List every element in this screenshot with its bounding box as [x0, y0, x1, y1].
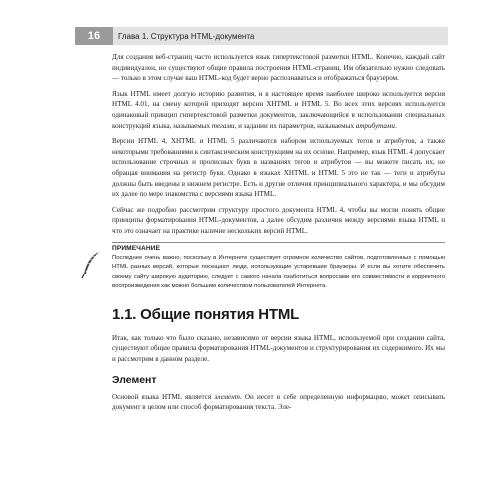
paragraph-intro: Для создания веб-страниц часто используется язык гипертекстовой разметки HTML. Конечно, каждый сайт индивидуален, но существуют общие правила построения HTML-страниц. Им обязательно нужно следовать — только в этом случае ваш HTML-код будет верно распознаваться и отображаться браузером.: [112, 53, 445, 83]
note-divider: [112, 242, 445, 243]
paragraph-history-text-b: , и задании их параметров, называемых: [234, 121, 356, 130]
page-body: [112, 52, 445, 418]
subsection-paragraph: [112, 392, 445, 413]
paragraph-history-text-a: Язык HTML имеет долгую историю развития, и в настоящее время наиболее широко используется версия HTML 4.01, на смену которой приходят версии XHTML и HTML 5. Во всех этих версиях используется одинаковый принцип гипертекстовой разметки документов, заключающийся в использовании специальных конструкций языка, называемых: [112, 89, 445, 130]
section-heading: 1.1. Общие понятия HTML: [112, 305, 300, 323]
note-box: [112, 242, 445, 292]
subsection-text-before: Основой языка HTML является: [112, 392, 215, 401]
subsection-text-after: . Он несет в себе определенную информацию, может описывать документ в целом или способ форматирования текста. Эле-: [112, 392, 446, 412]
page-number: 16: [75, 27, 113, 45]
paragraph-history-text-c: .: [394, 121, 397, 130]
quill-pen-icon: [80, 250, 102, 280]
note-title: ПРИМЕЧАНИЕ: [112, 244, 161, 252]
note-text: Последнее очень важно, поскольку в Интернете существует огромное количество сайтов, подготовленных с помощью HTML разных версий, которые посещают люди, использующие устаревшие браузеры. И если вы хотите обеспечить своему сайту широкую аудиторию, следует с самого начала озаботиться вопросами его совместимости и корректного воспроизведения как можно большим количеством пользователей Интернета.: [112, 254, 445, 290]
paragraph-versions: Версии HTML 4, XHTML и HTML 5 различаются набором используемых тегов и атрибутов, а также некоторыми требованиями к синтаксическим конструкциям на их основе. Например, язык HTML 4 допускает использование строчных и прописных букв в названиях тегов и атрибутов — вы можете писать их, не обращая внимания на регистр букв. Однако в языках XHTML и HTML 5 это не так — теги и атрибуты должны быть введены в нижнем регистре. Есть и другие отличия принципиального характера, и мы обсудим их далее по мере знакомства с версиями языка HTML.: [112, 137, 445, 199]
term-element: элемент: [214, 392, 240, 401]
page-header: [75, 27, 448, 45]
paragraph-structure: Сейчас же подробно рассмотрим структуру простого документа HTML 4, чтобы вы могли понять общие принципы форматирования HTML-документов, а далее обсудим различия между версиями языка HTML и что это означает на практике наличие нескольких версий HTML.: [112, 205, 445, 235]
term-attributes: атрибутами: [355, 121, 395, 130]
section-paragraph: Итак, как только что было сказано, независимо от версии языка HTML, используемой при создании сайта, существуют общие правила форматирования HTML-документов и структурирования их содержимого. Их мы и рассмотрим в данном разделе.: [112, 333, 445, 364]
paragraph-history: [112, 89, 445, 131]
chapter-title: Глава 1. Структура HTML-документа: [113, 27, 448, 45]
subsection-heading: Элемент: [112, 373, 157, 386]
term-tags: тегами: [211, 121, 235, 130]
